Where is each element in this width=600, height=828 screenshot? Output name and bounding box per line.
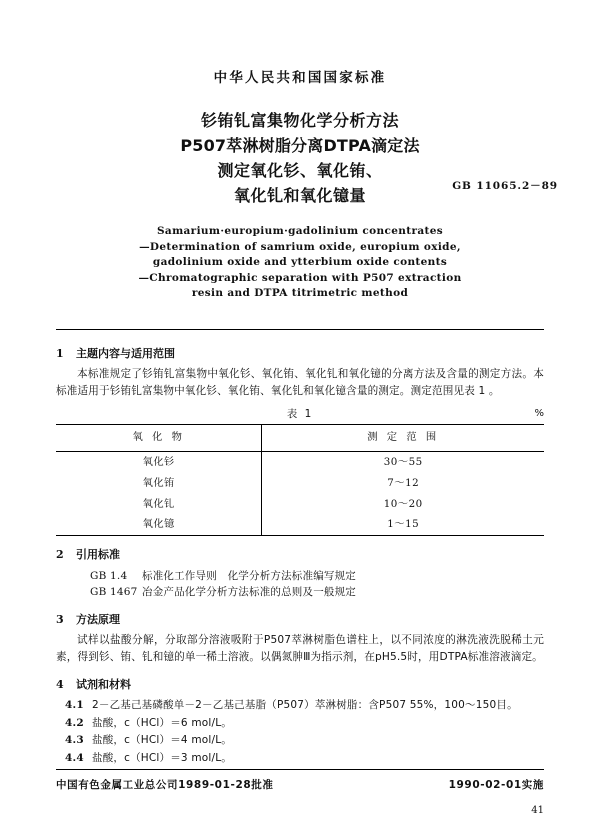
reagent-text: 盐酸，c（HCl）＝3 mol/L。 — [92, 751, 232, 764]
section-3-title: 方法原理 — [76, 612, 120, 626]
table-row — [56, 493, 544, 514]
approval-text: 中国有色金属工业总公司1989-01-28批准 — [56, 779, 274, 791]
reagent-item — [65, 715, 544, 733]
cell-oxide: 氧化钐 — [142, 455, 175, 468]
page-number: 41 — [531, 805, 544, 816]
national-standard-label: 中华人民共和国国家标准 — [213, 70, 387, 86]
section-1-title: 主题内容与适用范围 — [76, 346, 175, 360]
document-body — [56, 346, 544, 768]
reagent-index: 4.3 — [65, 734, 84, 747]
reference-code: GB 1.4 — [90, 569, 128, 582]
reagent-text: 盐酸，c（HCl）＝4 mol/L。 — [92, 734, 232, 747]
section-1-paragraph: 本标准规定了钐铕钆富集物中氧化钐、氧化铕、氧化钆和氧化镱的分离方法及含量的测定方法。本标准适用于钐铕钆富集物中氧化钐、氧化铕、氧化钆和氧化镱含量的测定。测定范围见表 1 。 — [56, 368, 544, 397]
column-header-oxide: 氧 化 物 — [132, 431, 185, 444]
table-header-row — [56, 425, 544, 452]
section-1-number: 1 — [56, 346, 64, 360]
en-title-line-1: Samarium·europium·gadolinium concentrates — [156, 225, 443, 237]
reference-title: 冶金产品化学分析方法标准的总则及一般规定 — [142, 586, 356, 599]
masthead — [56, 0, 544, 86]
footer-divider — [56, 769, 544, 770]
cell-range: 7～12 — [262, 472, 544, 493]
reference-item — [90, 584, 544, 601]
page-footer — [56, 777, 544, 792]
reference-title: 标准化工作导则 化学分析方法标准编写规定 — [142, 569, 356, 582]
reagent-index: 4.4 — [65, 751, 84, 764]
table-row — [56, 514, 544, 535]
en-title-line-3: gadolinium oxide and ytterbium oxide contents — [152, 256, 448, 268]
reference-code: GB 1467 — [90, 586, 138, 599]
column-header-range: 测 定 范 围 — [262, 425, 544, 452]
section-2-number: 2 — [56, 548, 64, 562]
english-title — [56, 224, 544, 302]
implementation-text: 1990-02-01实施 — [448, 779, 544, 791]
reagent-index: 4.2 — [65, 716, 84, 729]
reagent-text: 盐酸，c（HCl）＝6 mol/L。 — [92, 716, 232, 729]
section-4-heading — [56, 677, 544, 694]
reagent-item — [65, 732, 544, 750]
table-1-caption — [56, 406, 544, 423]
reagent-item — [65, 697, 544, 715]
section-3-heading — [56, 612, 544, 629]
table-row — [56, 472, 544, 493]
cn-title-line-3: 测定氧化钐、氧化铕、 — [217, 161, 383, 180]
en-title-line-2: —Determination of samrium oxide, europium oxide, — [139, 240, 461, 253]
cn-title-line-4: 氧化钆和氧化镱量 — [233, 186, 366, 205]
cell-range: 1～15 — [262, 514, 544, 535]
section-4-title: 试剂和材料 — [76, 677, 131, 691]
table-1-wrapper — [56, 406, 544, 537]
en-title-line-5: resin and DTPA titrimetric method — [191, 287, 409, 299]
title-block — [56, 108, 558, 208]
table-1-body — [56, 451, 544, 536]
reagent-item — [65, 750, 544, 768]
reagent-text: 2－乙基己基磷酸单－2－乙基己基脂（P507）萃淋树脂：含P507 55%，100～150目。 — [92, 699, 518, 712]
reagent-index: 4.1 — [65, 699, 84, 712]
section-3-paragraph: 试样以盐酸分解，分取部分溶液吸附于P507萃淋树脂色谱柱上，以不同浓度的淋洗液洗脱稀土元素，得到钐、铕、钆和镱的单一稀土溶液。以偶氮胂Ⅲ为指示剂，在pH5.5时，用DTPA标准溶液滴定。 — [56, 634, 544, 663]
en-title-line-4: —Chromatographic separation with P507 extraction — [138, 271, 462, 284]
cell-oxide: 氧化钆 — [142, 497, 175, 510]
cell-oxide: 氧化铕 — [142, 476, 175, 489]
table-1-head — [56, 425, 544, 452]
table-1 — [56, 424, 544, 536]
cell-oxide: 氧化镱 — [142, 518, 175, 531]
section-4-number: 4 — [56, 677, 64, 691]
section-2-title: 引用标准 — [76, 548, 120, 562]
standard-number: GB 11065.2－89 — [452, 180, 558, 192]
cn-title-line-2: P507萃淋树脂分离DTPA滴定法 — [180, 136, 420, 155]
table-row — [56, 451, 544, 472]
cell-range: 30～55 — [262, 451, 544, 472]
section-2-heading — [56, 547, 544, 564]
section-1-heading — [56, 346, 544, 363]
cn-title-line-1: 钐铕钆富集物化学分析方法 — [200, 111, 399, 130]
table-1-unit: % — [534, 407, 544, 419]
section-3-number: 3 — [56, 612, 64, 626]
header-divider — [56, 329, 544, 330]
reference-item — [90, 568, 544, 585]
table-1-caption-text: 表 1 — [286, 407, 314, 420]
cell-range: 10～20 — [262, 493, 544, 514]
